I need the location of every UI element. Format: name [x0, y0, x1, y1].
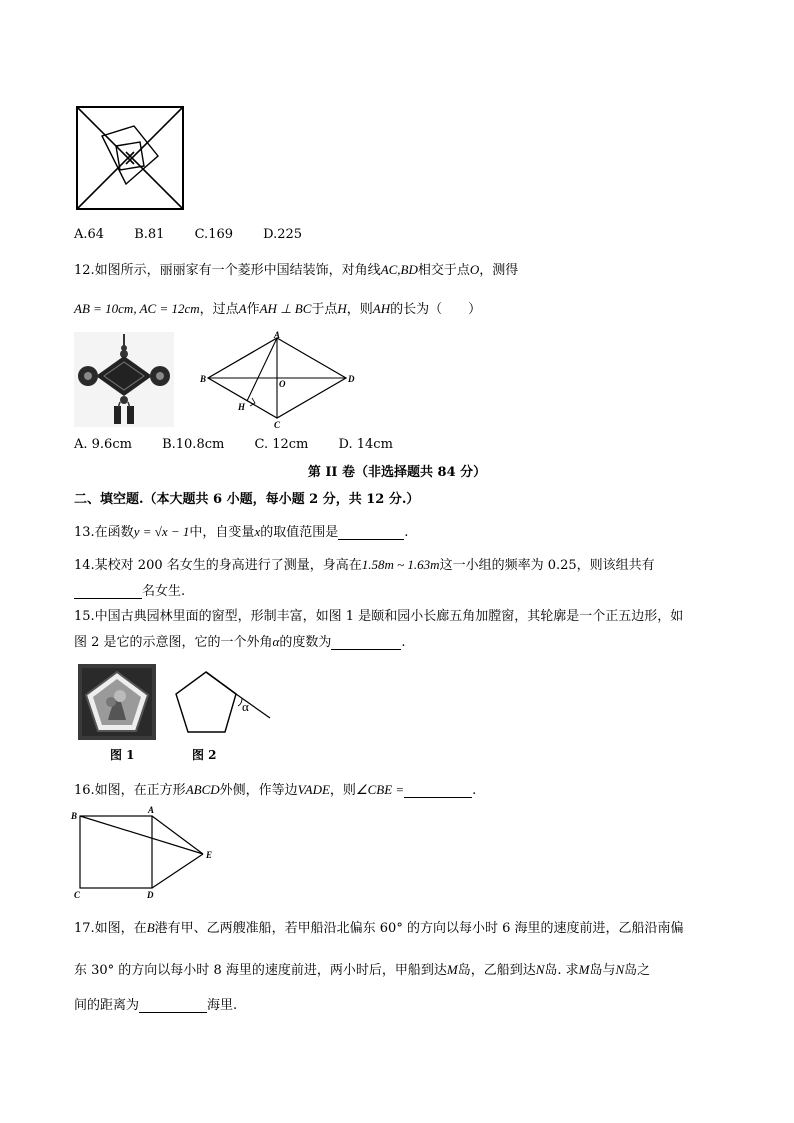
q12-label-d: D: [348, 374, 355, 384]
q17-var-m: M: [578, 962, 590, 977]
q16-label-d: D: [147, 890, 154, 900]
section-subheading: 二、填空题.（本大题共 6 小题，每小题 2 分，共 12 分.）: [74, 492, 420, 507]
q12-math: AH ⊥ BC: [259, 301, 312, 316]
q15-answer-blank[interactable]: [331, 635, 401, 650]
q15-line1: 15.中国古典园林里面的窗型，形制丰富，如图 1 是颐和园小长廊五角加膛窗，其轮廓是一个正五边形，如: [74, 609, 684, 624]
q12-option-a: A. 9.6cm: [74, 437, 132, 452]
q15-line2: [74, 631, 406, 650]
q17-var-n: N: [535, 962, 545, 977]
q12-text: 相交于点: [417, 263, 470, 278]
q17-text: 间的距离为: [74, 998, 140, 1013]
q16-label-e: E: [206, 850, 213, 860]
q17-text: 东 30° 的方向以每小时 8 海里的速度前进，两小时后，甲船到达: [74, 963, 447, 978]
q12-label-b: B: [200, 374, 207, 384]
fig2-caption: 图 2: [192, 748, 217, 762]
pentagon-diagram: [170, 668, 275, 744]
q16-angle: ∠CBE =: [355, 782, 405, 797]
q13-line: [74, 521, 408, 540]
q11-square-figure: [74, 104, 186, 212]
q13-text: 中，自变量: [189, 525, 255, 540]
q12-text: 12.如图所示，丽丽家有一个菱形中国结装饰，对角线: [74, 263, 381, 278]
q11-option-a: A.64: [74, 227, 105, 242]
q12-text: ，则: [346, 302, 373, 317]
q17-text: 岛，乙船到达: [457, 963, 536, 978]
q11-option-b: B.81: [134, 227, 165, 242]
q17-text: 岛. 求: [544, 963, 579, 978]
q16-line: [74, 779, 476, 798]
q14-range: 1.58m ~ 1.63m: [361, 557, 440, 572]
q12-option-d: D. 14cm: [338, 437, 393, 452]
q11-option-d: D.225: [263, 227, 303, 242]
q17-text: 岛之: [624, 963, 651, 978]
q12-options: [74, 437, 419, 452]
q14-text: 14.某校对 200 名女生的身高进行了测量，身高在: [74, 558, 362, 573]
q11-option-c: C.169: [194, 227, 234, 242]
q14-line2: [74, 580, 185, 599]
q13-formula: y = √x − 1: [133, 524, 190, 539]
q15-alpha: α: [272, 634, 280, 649]
q15-text: 图 2 是它的示意图，它的一个外角: [74, 635, 273, 650]
q16-text: 16.如图，在正方形: [74, 783, 186, 798]
q12-math: AH: [372, 301, 391, 316]
q17-line2: [74, 959, 650, 978]
q12-label-c: C: [274, 420, 281, 430]
q17-var-n: N: [615, 962, 625, 977]
q11-options: [74, 227, 328, 242]
chinese-knot-image: [74, 332, 174, 427]
q16-square: ABCD: [185, 782, 220, 797]
q16-text: 外侧，作等边: [219, 783, 298, 798]
q14-line1: [74, 554, 655, 573]
q15-end: .: [401, 635, 406, 650]
q12-label-h: H: [238, 402, 246, 412]
q13-text: 13.在函数: [74, 525, 134, 540]
q16-triangle: VADE: [297, 782, 330, 797]
q12-math: AC,BD: [380, 262, 418, 277]
q12-rhombus-diagram: [200, 330, 360, 430]
q13-text: 的取值范围是: [260, 525, 339, 540]
q17-text: 岛与: [589, 963, 616, 978]
q13-answer-blank[interactable]: [338, 525, 404, 540]
q12-math: A: [238, 301, 247, 316]
q12-option-b: B.10.8cm: [162, 437, 225, 452]
q12-math: O: [469, 262, 480, 277]
q12-line2: [74, 298, 481, 317]
q12-option-c: C. 12cm: [254, 437, 309, 452]
pentagon-window-photo: [78, 664, 156, 740]
q16-answer-blank[interactable]: [404, 783, 472, 798]
q12-line1: [74, 259, 518, 278]
q12-label-a: A: [274, 330, 281, 340]
q16-label-b: B: [71, 811, 78, 821]
q17-answer-blank[interactable]: [139, 998, 207, 1013]
q14-text: 名女生.: [142, 584, 186, 599]
q17-text: 海里.: [207, 998, 238, 1013]
q15-text: 的度数为: [279, 635, 332, 650]
q17-line1: [74, 917, 683, 936]
q17-var-b: B: [146, 920, 155, 935]
q12-text: ，过点: [199, 302, 239, 317]
q16-square-triangle-diagram: [68, 804, 228, 900]
q17-text: 17.如图，在: [74, 921, 147, 936]
q17-text: 港有甲、乙两艘准船，若甲船沿北偏东 60° 的方向以每小时 6 海里的速度前进，乙船沿南偏: [154, 921, 684, 936]
q16-text: ，则: [329, 783, 356, 798]
q12-text: ，测得: [479, 263, 519, 278]
q13-end: .: [404, 525, 409, 540]
q16-end: .: [472, 783, 477, 798]
q16-label-c: C: [74, 890, 81, 900]
q17-var-m: M: [446, 962, 458, 977]
q13-var: x: [254, 524, 261, 539]
q12-math: AB = 10cm, AC = 12cm: [74, 301, 200, 316]
q12-math: H: [337, 301, 347, 316]
q17-line3: [74, 994, 237, 1013]
fig1-caption: 图 1: [110, 748, 135, 762]
q12-label-o: O: [279, 379, 286, 389]
section-heading: 第 II 卷（非选择题共 84 分）: [307, 465, 487, 480]
q12-text: 于点: [311, 302, 338, 317]
q14-answer-blank[interactable]: [74, 584, 142, 599]
pentagon-angle-label: α: [242, 699, 249, 714]
q12-text: 作: [246, 302, 260, 317]
q12-text: 的长为（ ）: [390, 302, 482, 317]
q16-label-a: A: [148, 805, 155, 815]
q14-text: 这一小组的频率为 0.25，则该组共有: [439, 558, 655, 573]
